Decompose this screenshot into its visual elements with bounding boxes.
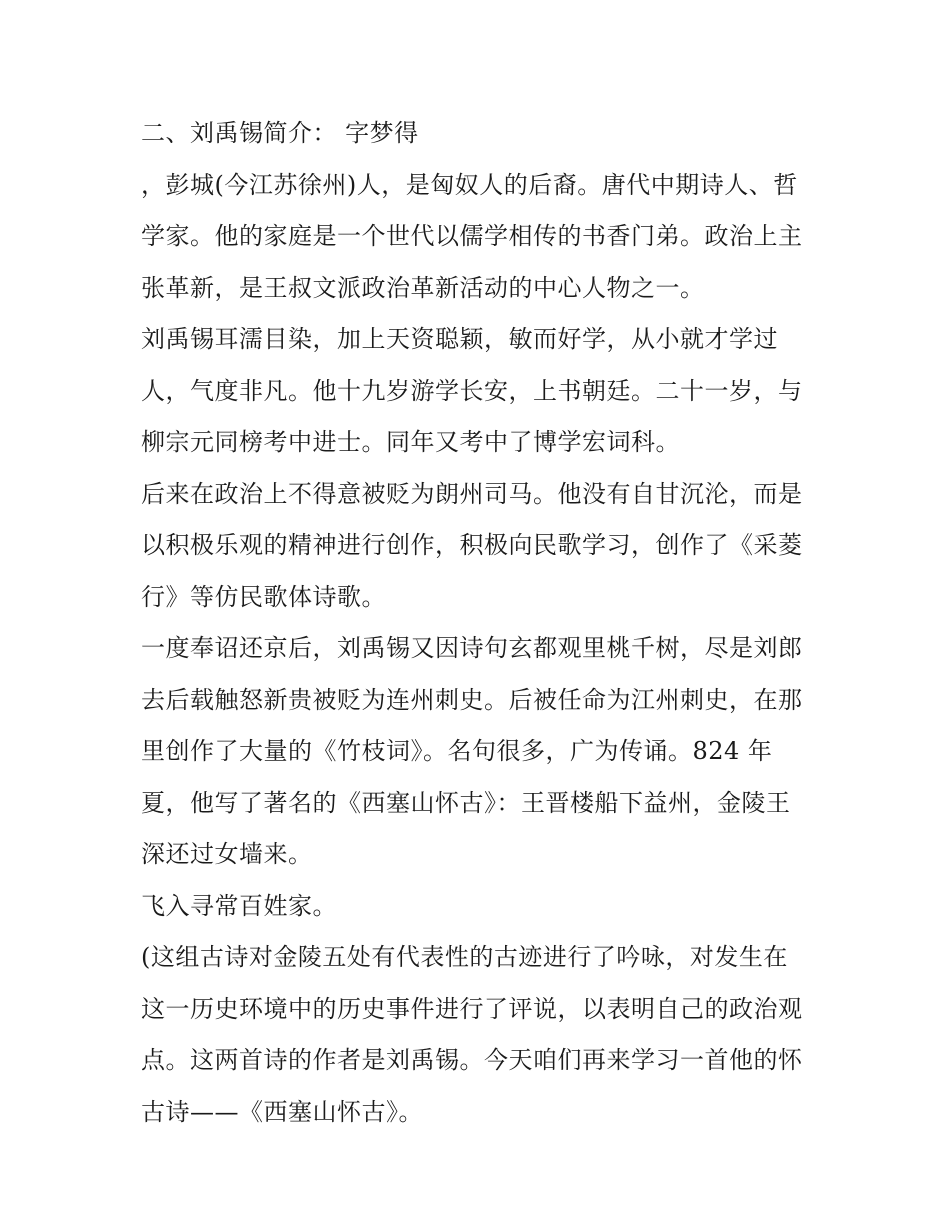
text-line: 点。这两首诗的作者是刘禹锡。今天咱们再来学习一首他的怀	[141, 1046, 803, 1074]
text-line: 里创作了大量的《竹枝词》。名句很多，广为传诵。824 年	[141, 737, 773, 765]
text-line: 柳宗元同榜考中进士。同年又考中了博学宏词科。	[141, 428, 680, 456]
text-line: ，彭城(今江苏徐州)人，是匈奴人的后裔。唐代中期诗人、哲	[141, 170, 798, 199]
text-line: 行》等仿民歌体诗歌。	[141, 582, 386, 611]
text-line: 去后载触怒新贵被贬为连州刺史。后被任命为江州刺史，在那	[141, 685, 803, 714]
text-line: 深还过女墙来。	[141, 840, 313, 868]
document-body	[141, 108, 821, 1138]
text-line: 一度奉诏还京后，刘禹锡又因诗句玄都观里桃千树，尽是刘郎	[141, 634, 803, 662]
text-line: 飞入寻常百姓家。	[141, 891, 337, 920]
text-line: 古诗——《西塞山怀古》。	[141, 1097, 423, 1126]
text-line: 以积极乐观的精神进行创作，积极向民歌学习，创作了《采菱	[141, 531, 803, 559]
text-line-section-heading: 二、刘禹锡简介： 字梦得	[141, 119, 419, 147]
text-line: 夏，他写了著名的《西塞山怀古》：王晋楼船下益州，金陵王	[141, 788, 791, 817]
text-line: 这一历史环境中的历史事件进行了评说，以表明自己的政治观	[141, 994, 803, 1023]
text-line: (这组古诗对金陵五处有代表性的古迹进行了吟咏，对发生在	[141, 943, 788, 971]
text-line: 张革新，是王叔文派政治革新活动的中心人物之一。	[141, 273, 705, 302]
text-line: 后来在政治上不得意被贬为朗州司马。他没有自甘沉沦，而是	[141, 479, 803, 508]
text-line: 刘禹锡耳濡目染，加上天资聪颖，敏而好学，从小就才学过	[141, 325, 778, 353]
text-line: 人，气度非凡。他十九岁游学长安，上书朝廷。二十一岁，与	[141, 376, 803, 405]
text-line: 学家。他的家庭是一个世代以儒学相传的书香门弟。政治上主	[141, 222, 803, 250]
